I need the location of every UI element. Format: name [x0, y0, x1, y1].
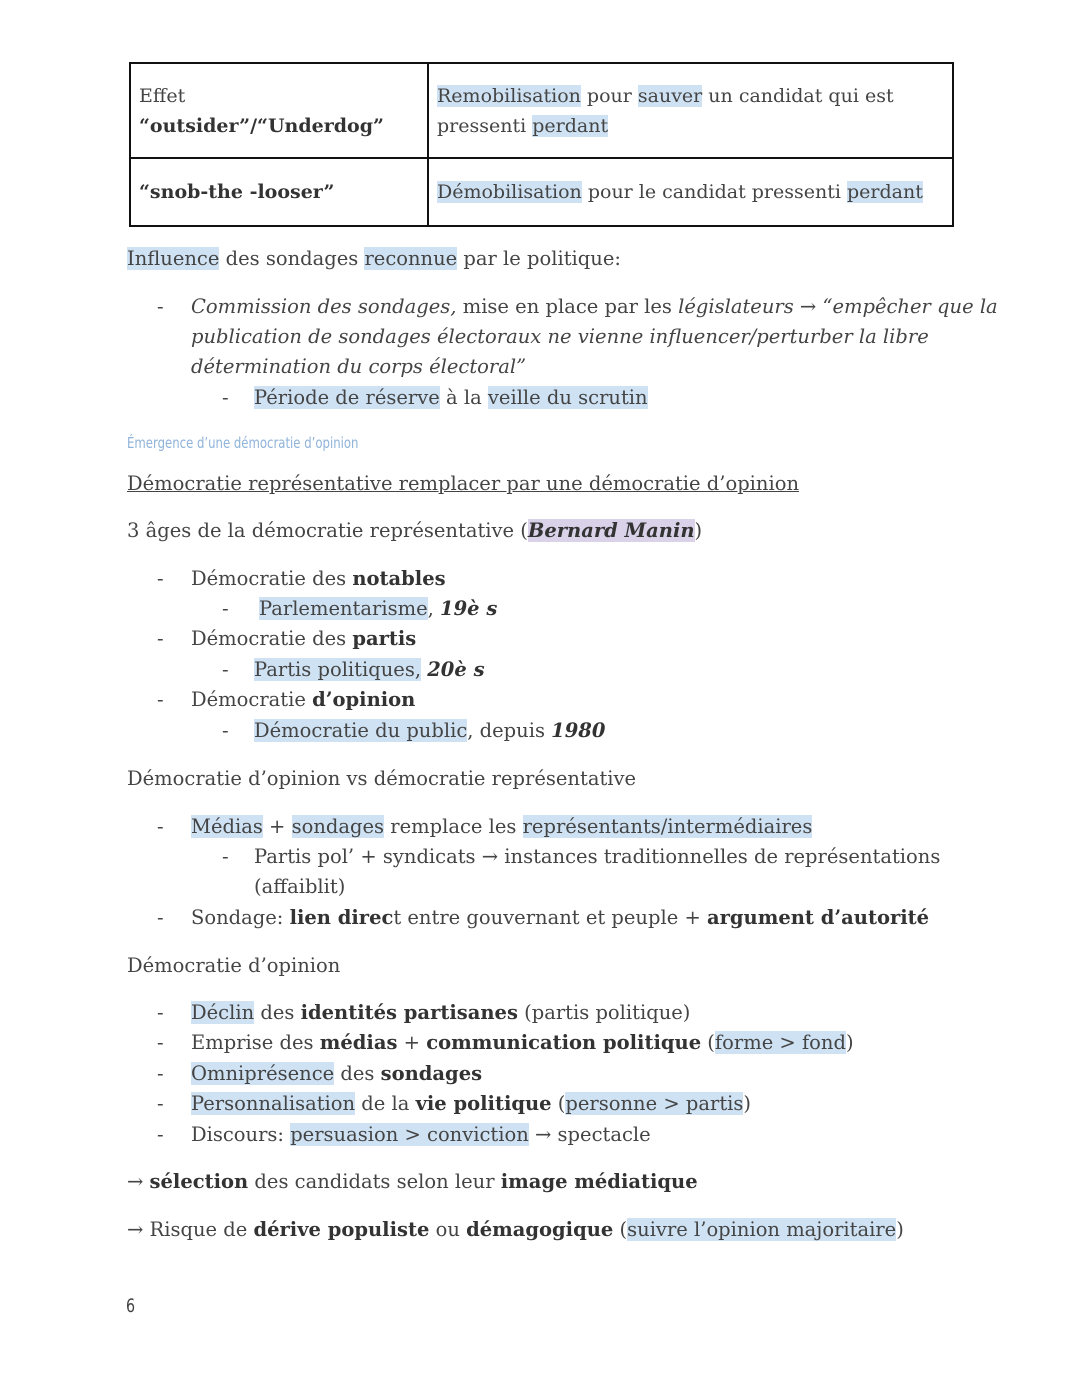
table-cell [130, 158, 428, 226]
list-marker: - [157, 627, 164, 650]
text: des sondages [219, 247, 365, 270]
bold-text: partis [352, 627, 417, 650]
cell-bold-text: “outsider”/“Underdog” [139, 114, 384, 137]
text: Démocratie des [191, 627, 353, 650]
influence-paragraph [127, 244, 621, 274]
list-item [191, 624, 416, 654]
list-item [191, 903, 929, 933]
table-cell [428, 63, 953, 158]
bold-text: démagogique [466, 1218, 614, 1241]
table-row [130, 63, 953, 158]
text: mise en place par les [456, 295, 679, 318]
bold-text: médias [319, 1031, 398, 1054]
italic-text: publication de sondages électoraux ne vienne influencer/perturber la libre [191, 325, 929, 348]
author-highlight: Bernard Manin [527, 519, 695, 542]
text: des candidats selon leur [248, 1170, 501, 1193]
commission-line-2 [191, 322, 929, 352]
conclusion-line-2 [127, 1215, 904, 1245]
list-subitem-continuation: (affaiblit) [254, 875, 346, 898]
text: ( [613, 1218, 628, 1241]
text: → spectacle [528, 1123, 651, 1146]
text: des [334, 1062, 381, 1085]
list-item [191, 564, 446, 594]
text: Discours: [191, 1123, 291, 1146]
highlight: Démobilisation [437, 181, 582, 203]
highlight: forme > fond [714, 1031, 846, 1054]
arrow-text: → Risque de [127, 1218, 254, 1241]
highlight: Démocratie du public [254, 719, 468, 742]
highlight: veille du scrutin [487, 386, 648, 409]
list-item [191, 1028, 854, 1058]
date-text: 20è s [427, 658, 485, 681]
text: par le politique: [457, 247, 621, 270]
text: , depuis [467, 719, 552, 742]
text: 3 âges de la démocratie représentative ( [127, 519, 528, 542]
commission-line-1 [191, 292, 998, 322]
list-item [191, 812, 812, 842]
text: + [262, 815, 292, 838]
highlight: représentants/intermédiaires [522, 815, 813, 838]
text: des [254, 1001, 301, 1024]
bold-text: argument d’autorité [706, 906, 930, 929]
italic-text: Commission des sondages, [191, 295, 457, 318]
list-marker: - [222, 845, 229, 868]
bold-text: notables [352, 567, 446, 590]
list-marker: - [157, 1031, 164, 1054]
highlight: perdant [532, 114, 609, 137]
text: ) [694, 519, 703, 542]
cell-text: pour le candidat pressenti [581, 181, 847, 203]
arrow-text: → [127, 1170, 150, 1193]
highlight: personne > partis [565, 1092, 744, 1115]
cell-text: pressenti [437, 114, 533, 137]
highlight: Partis politiques, [254, 658, 422, 681]
page-number: 6 [126, 1295, 136, 1317]
text: Emprise des [191, 1031, 320, 1054]
list-marker: - [222, 719, 229, 742]
bold-text: vie politique [415, 1092, 552, 1115]
cell-text: Effet [139, 84, 186, 107]
highlight: Influence [127, 247, 220, 270]
vs-line: Démocratie d’opinion vs démocratie représentative [127, 767, 637, 790]
text: t entre gouvernant et peuple + [393, 906, 707, 929]
cell-text: pour [580, 84, 638, 107]
highlight: suivre l’opinion majoritaire [627, 1218, 897, 1241]
highlight: Période de réserve [254, 386, 440, 409]
text: remplace les [384, 815, 523, 838]
text: à la [439, 386, 488, 409]
commission-line-3 [191, 352, 526, 382]
table-cell [428, 158, 953, 226]
highlight: Déclin [191, 1001, 255, 1024]
text: Démocratie [191, 688, 313, 711]
cell-text: un candidat qui est [702, 84, 894, 107]
table-row [130, 158, 953, 226]
list-marker: - [157, 1062, 164, 1085]
text: ) [896, 1218, 904, 1241]
italic-text: législateurs [678, 295, 794, 318]
highlight: sondages [291, 815, 385, 838]
cell-bold-text: “snob-the -looser” [139, 181, 335, 203]
highlight: perdant [847, 181, 923, 203]
list-marker: - [157, 1092, 164, 1115]
highlight: reconnue [364, 247, 458, 270]
text: ( [701, 1031, 715, 1054]
text: Sondage: [191, 906, 290, 929]
bold-text: dérive populiste [253, 1218, 430, 1241]
underlined-line: Démocratie représentative remplacer par une démocratie d’opinion [127, 472, 800, 495]
list-item [191, 1120, 651, 1150]
text: ou [429, 1218, 467, 1241]
bold-text: identités partisanes [300, 1001, 518, 1024]
list-marker: - [157, 815, 164, 838]
list-item [191, 1059, 482, 1089]
list-marker: - [157, 688, 164, 711]
section-heading: Émergence d’une démocratie d’opinion [127, 434, 359, 452]
opinion-title: Démocratie d’opinion [127, 954, 341, 977]
list-subitem [254, 655, 485, 685]
bold-text: communication politique [426, 1031, 702, 1054]
list-subitem: Partis pol’ + syndicats → instances traditionnelles de représentations [254, 845, 941, 868]
text: ) [743, 1092, 752, 1115]
list-subitem [259, 594, 497, 624]
bold-text: image médiatique [500, 1170, 698, 1193]
bold-text: sélection [149, 1170, 249, 1193]
highlight: persuasion > conviction [290, 1123, 529, 1146]
list-item [191, 1089, 751, 1119]
table-cell [130, 63, 428, 158]
highlight: Personnalisation [191, 1092, 356, 1115]
list-marker: - [157, 295, 164, 318]
list-item [191, 998, 690, 1028]
text: Démocratie des [191, 567, 353, 590]
text: + [397, 1031, 427, 1054]
date-text: 1980 [551, 719, 606, 742]
bold-text: d’opinion [312, 688, 416, 711]
bold-text: sondages [380, 1062, 483, 1085]
highlight: Médias [191, 815, 263, 838]
list-marker: - [222, 386, 229, 409]
list-subitem [254, 716, 605, 746]
ages-line [127, 516, 702, 546]
list-marker: - [222, 597, 229, 620]
reserve-line [254, 383, 648, 413]
list-marker: - [157, 567, 164, 590]
list-marker: - [222, 658, 229, 681]
date-text: 19è s [440, 597, 498, 620]
highlight: Omniprésence [191, 1062, 335, 1085]
bold-text: lien direc [289, 906, 394, 929]
effects-table [129, 62, 954, 227]
text: de la [355, 1092, 416, 1115]
list-item [191, 685, 415, 715]
list-marker: - [157, 1123, 164, 1146]
highlight: Parlementarisme [259, 597, 428, 620]
list-marker: - [157, 906, 164, 929]
italic-text: détermination du corps électoral” [191, 355, 527, 378]
highlight: sauver [637, 84, 703, 107]
conclusion-line-1 [127, 1167, 698, 1197]
text: ( [551, 1092, 566, 1115]
text: , [427, 597, 441, 620]
text: (partis politique) [517, 1001, 691, 1024]
highlight: Remobilisation [437, 84, 581, 107]
text: ) [845, 1031, 854, 1054]
italic-text: → “empêcher que la [793, 295, 998, 318]
list-marker: - [157, 1001, 164, 1024]
